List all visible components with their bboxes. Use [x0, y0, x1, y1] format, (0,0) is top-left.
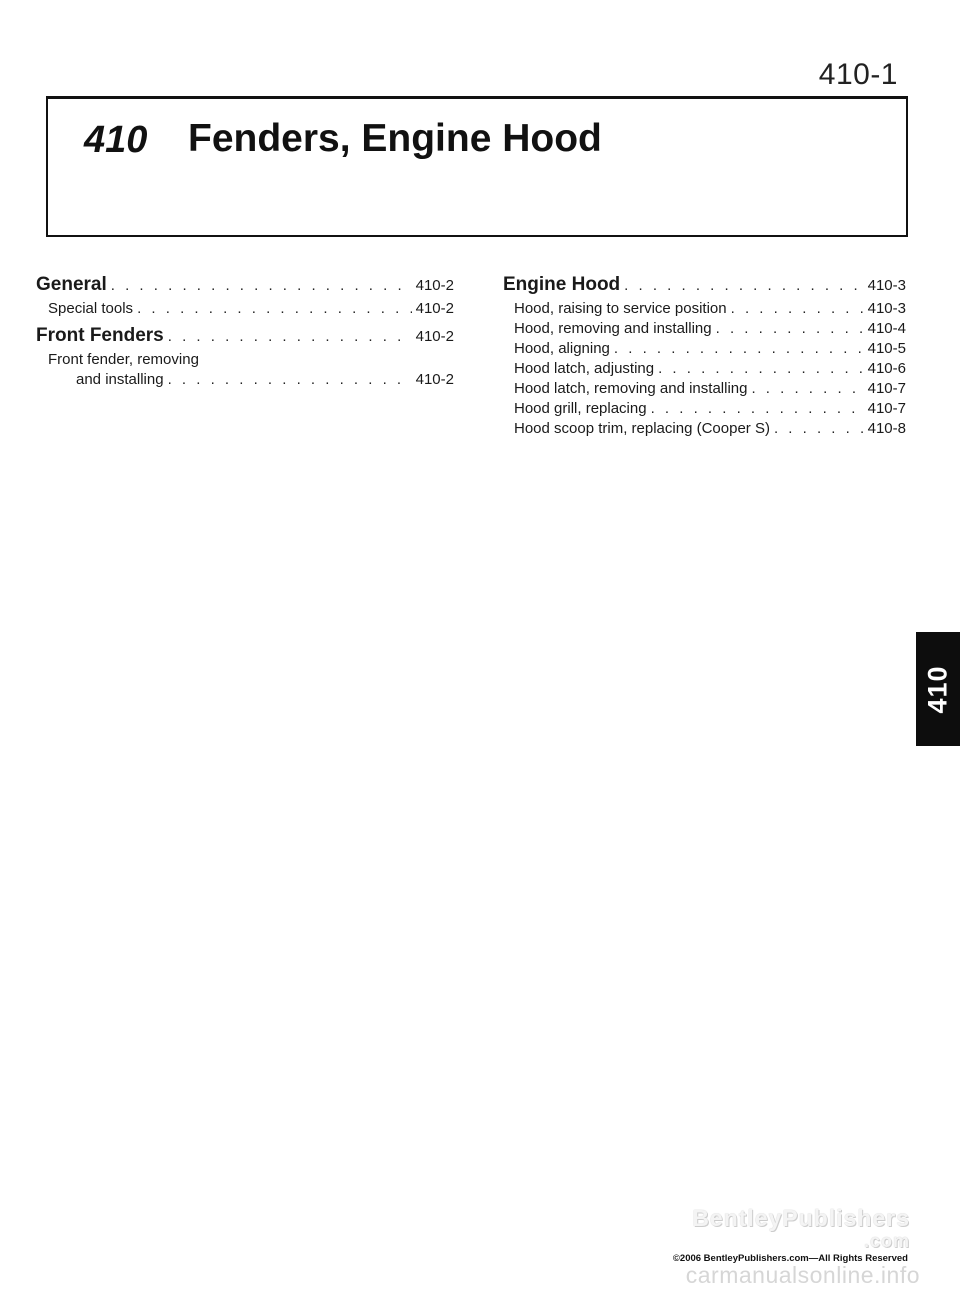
dot-leader	[624, 273, 863, 299]
copyright-notice: ©2006 BentleyPublishers.com—All Rights Reserved	[672, 1253, 908, 1264]
toc-label: General	[36, 274, 107, 295]
logo-line1: BentleyPublishers	[692, 1205, 910, 1231]
toc-right-column	[503, 272, 906, 439]
toc-page: 410-7	[867, 400, 906, 417]
toc-entry-hood-latch-removing[interactable]	[503, 379, 906, 399]
toc-label: Hood scoop trim, replacing (Cooper S)	[514, 420, 770, 437]
toc-left-column	[36, 272, 454, 390]
toc-label: Special tools	[48, 300, 134, 317]
dot-leader	[168, 370, 412, 390]
publisher-logo	[692, 1205, 910, 1250]
toc-entry-hood-aligning[interactable]	[503, 339, 906, 359]
toc-page: 410-2	[415, 277, 454, 294]
toc-entry-special-tools[interactable]	[36, 299, 454, 319]
dot-leader	[774, 419, 864, 439]
toc-label: Hood grill, replacing	[514, 400, 647, 417]
toc-page: 410-2	[415, 371, 454, 388]
toc-label: Front Fenders	[36, 325, 164, 346]
dot-leader	[751, 379, 863, 399]
toc-label: Hood, aligning	[514, 340, 610, 357]
toc-page: 410-3	[867, 277, 906, 294]
logo-line2: .com	[863, 1231, 910, 1251]
chapter-title-box	[46, 96, 908, 237]
toc-label: Hood latch, removing and installing	[514, 380, 748, 397]
dot-leader	[137, 299, 412, 319]
dot-leader	[651, 399, 864, 419]
toc-entry-hood-latch-adjusting[interactable]	[503, 359, 906, 379]
toc-entry-front-fender-line2[interactable]	[36, 370, 454, 390]
chapter-title: Fenders, Engine Hood	[188, 117, 602, 160]
dot-leader	[731, 299, 864, 319]
toc-page: 410-3	[867, 300, 906, 317]
toc-entry-hood-removing[interactable]	[503, 319, 906, 339]
toc-page: 410-8	[867, 420, 906, 437]
toc-page: 410-7	[867, 380, 906, 397]
toc-page: 410-4	[867, 320, 906, 337]
dot-leader	[658, 359, 864, 379]
dot-leader	[111, 273, 412, 299]
chapter-number: 410	[84, 119, 148, 161]
toc-label: Engine Hood	[503, 274, 621, 295]
toc-page: 410-5	[867, 340, 906, 357]
side-tab-label: 410	[922, 664, 953, 714]
toc-label: Hood latch, adjusting	[514, 360, 655, 377]
toc-entry-general[interactable]	[36, 272, 454, 299]
page-number: 410-1	[818, 58, 898, 91]
toc-entry-engine-hood[interactable]	[503, 272, 906, 299]
toc-entry-front-fender-line1[interactable]	[36, 350, 454, 370]
site-watermark: carmanualsonline.info	[685, 1262, 920, 1288]
dot-leader	[168, 324, 412, 350]
toc-entry-hood-grill[interactable]	[503, 399, 906, 419]
toc-label: Hood, removing and installing	[514, 320, 712, 337]
toc-label: and installing	[76, 371, 164, 388]
dot-leader	[614, 339, 864, 359]
toc-entry-front-fenders[interactable]	[36, 323, 454, 350]
toc-label: Hood, raising to service position	[514, 300, 727, 317]
toc-label: Front fender, removing	[48, 351, 199, 368]
toc-entry-hood-raising[interactable]	[503, 299, 906, 319]
toc-entry-hood-scoop-trim[interactable]	[503, 419, 906, 439]
toc-page: 410-6	[867, 360, 906, 377]
chapter-side-tab	[916, 632, 960, 746]
toc-page: 410-2	[415, 300, 454, 317]
toc-page: 410-2	[415, 328, 454, 345]
dot-leader	[716, 319, 864, 339]
